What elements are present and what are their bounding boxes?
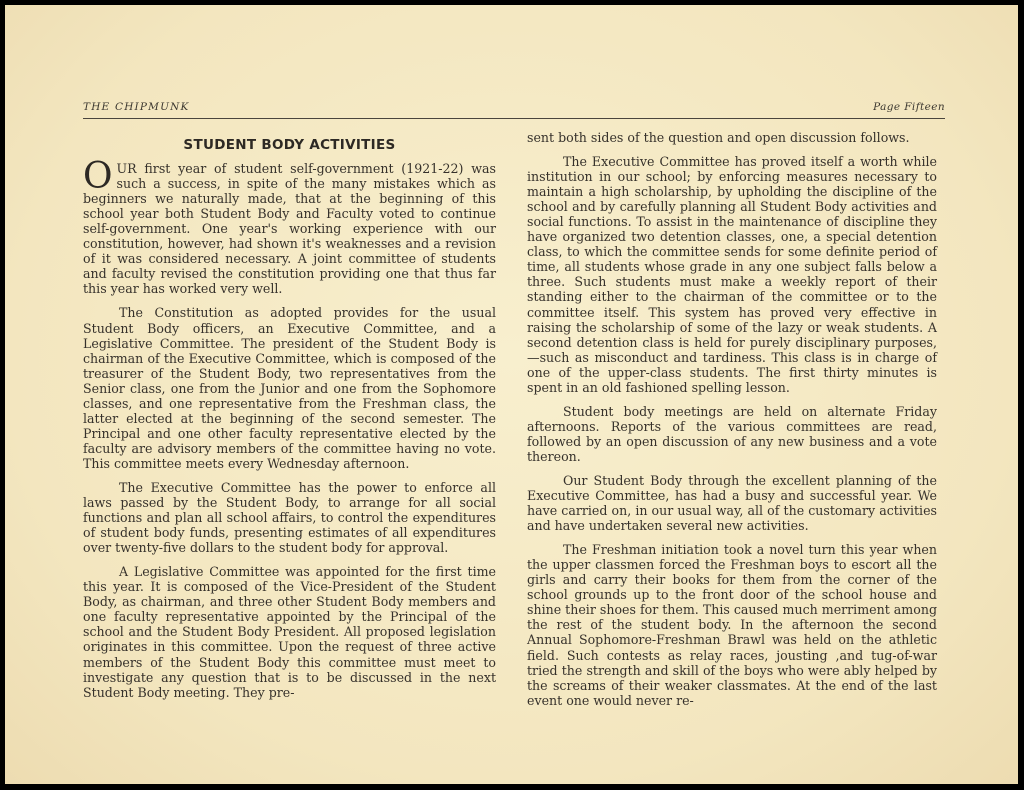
paragraph: The Executive Committee has the power to enforce all laws passed by the Student Body, to arrange for all social functions and plan all school affairs, to control the expenditures of student body funds, presenting estimates of all expenditures over twenty-five dollars to the student body for approval. bbox=[83, 479, 496, 556]
paragraph: Student body meetings are held on alternate Friday afternoons. Reports of the various committees are read, followed by an open discussion of any new business and a vote thereon. bbox=[527, 403, 937, 464]
paragraph: The Freshman initiation took a novel turn this year when the upper classmen forced the Freshman boys to escort all the girls and carry their books for them from the corner of the school grounds up to the front door of the school house and shine their shoes for them. This caused much merriment among the rest of the student body. In the afternoon the second Annual Sophomore-Freshman Brawl was held on the athletic field. Such contests as relay races, jousting ,and tug-of-war tried the strength and skill of the boys who were ably helped by the screams of their weaker classmates. At the end of the last event one would never re- bbox=[527, 542, 937, 708]
page-number: Page Fifteen bbox=[873, 101, 945, 113]
header-rule bbox=[83, 118, 945, 119]
right-column bbox=[527, 130, 937, 717]
left-column bbox=[83, 130, 496, 709]
magazine-title: THE CHIPMUNK bbox=[83, 101, 190, 113]
paragraph bbox=[83, 156, 496, 297]
paragraph: The Constitution as adopted provides for the usual Student Body officers, an Executive Committee, and a Legislative Committee. The president of the Student Body is chairman of the Executive Committee, which is composed of the treasurer of the Student Body, two representatives from the Senior class, one from the Junior and one from the Sophomore classes, and one representative from the Freshman class, the latter elected at the beginning of the second semester. The Principal and one other faculty representative elected by the faculty are advisory members of the committee having no vote. This committee meets every Wednesday afternoon. bbox=[83, 305, 496, 471]
drop-cap: O bbox=[83, 156, 113, 198]
paragraph: Our Student Body through the excellent planning of the Executive Committee, has had a busy and successful year. We have carried on, in our usual way, all of the customary activities and have undertaken several new activities. bbox=[527, 472, 937, 534]
paragraph-continuation: sent both sides of the question and open discussion follows. bbox=[527, 130, 910, 145]
paragraph-text: UR first year of student self-government (1921-22) was such a success, in spite of the many mistakes which as beginners we naturally made, that at the beginning of this school year both Student Body and Faculty voted to continue self-government. One year's working experience with our constitution, however, had shown it's weaknesses and a revision of it was considered necessary. A joint committee of students and faculty revised the constitution providing one that thus far this year has worked very well. bbox=[83, 161, 496, 297]
paragraph: The Executive Committee has proved itself a worth while institution in our school; by enforcing measures necessary to maintain a high scholarship, by upholding the discipline of the school and by carefully planning all Student Body activities and social functions. To assist in the maintenance of discipline they have organized two detention classes, one, a special detention class, to which the committee sends for some definite period of time, all students whose grade in any one subject falls below a three. Such students must make a weekly report of their standing either to the chairman of the committee or to the committee itself. This system has proved very effective in raising the scholarship of some of the lazy or weak students. A second detention class is held for purely disciplinary purposes,—such as misconduct and tardiness. This class is in charge of one of the upper-class students. The first thirty minutes is spent in an old fashioned spelling lesson. bbox=[527, 154, 937, 395]
paragraph: A Legislative Committee was appointed for the first time this year. It is composed of the Vice-President of the Student Body, as chairman, and three other Student Body members and one faculty representative appointed by the Principal of the school and the Student Body President. All proposed legislation originates in this committee. Upon the request of three active members of the Student Body this committee must meet to investigate any question that is to be discussed in the next Student Body meeting. They pre- bbox=[83, 564, 496, 700]
page bbox=[5, 5, 1018, 784]
article-title: STUDENT BODY ACTIVITIES bbox=[183, 137, 396, 153]
